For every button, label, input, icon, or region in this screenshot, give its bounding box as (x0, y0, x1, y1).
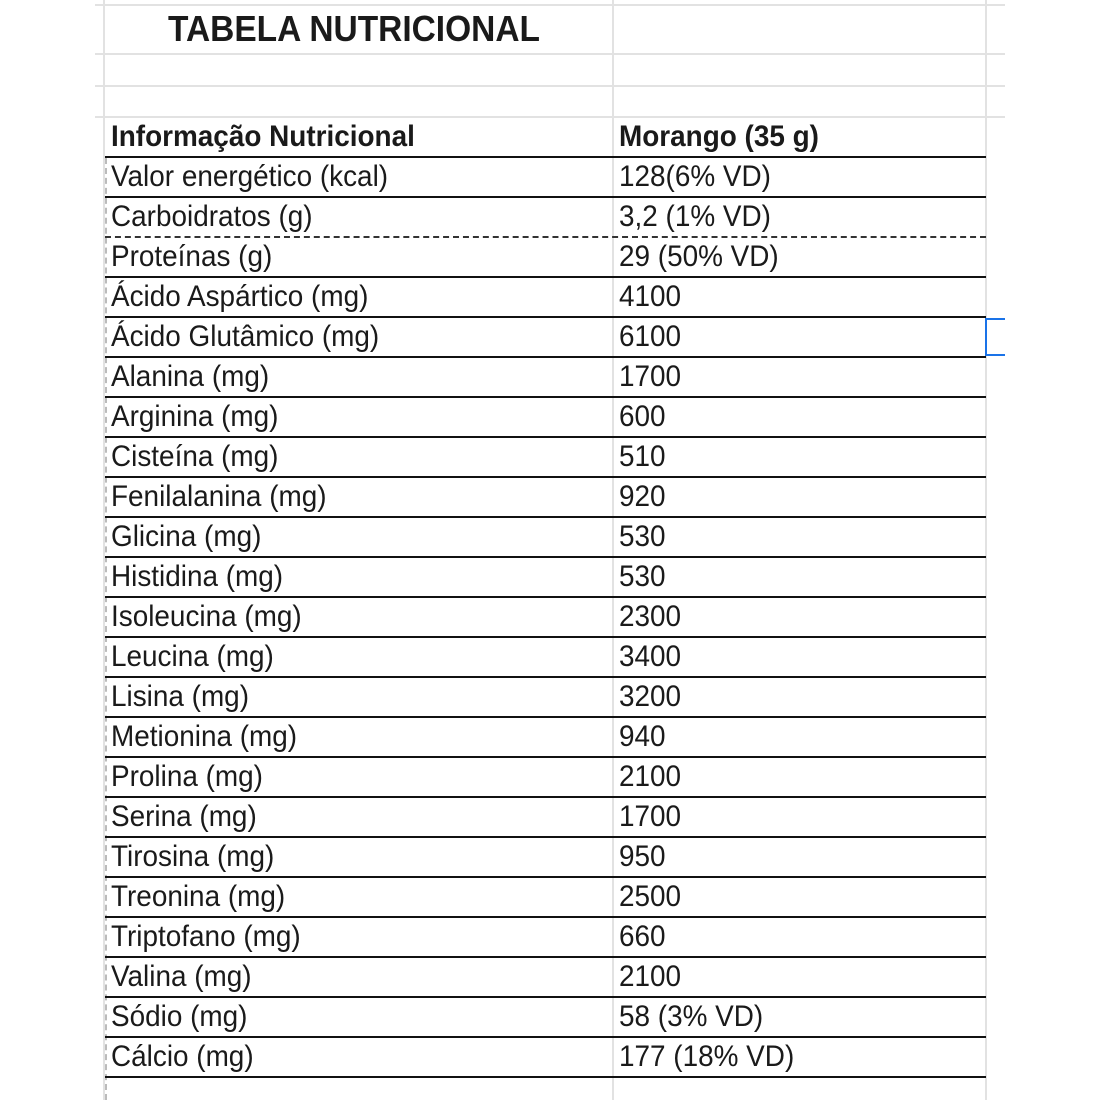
table-row (105, 198, 986, 238)
selected-cell-outline[interactable] (985, 318, 1005, 356)
table-row (105, 998, 986, 1038)
row-value-cell[interactable]: 58 (3% VD) (619, 1000, 764, 1033)
row-label-cell[interactable]: Metionina (mg) (111, 720, 298, 753)
table-row (105, 318, 986, 358)
table-row (105, 798, 986, 838)
table-row (105, 838, 986, 878)
row-label-cell[interactable]: Valor energético (kcal) (111, 160, 389, 193)
table-row (105, 918, 986, 958)
sheet-title[interactable]: TABELA NUTRICIONAL (168, 8, 540, 49)
row-value-cell[interactable]: 920 (619, 480, 666, 513)
row-value-cell[interactable]: 530 (619, 520, 666, 553)
row-label-cell[interactable]: Cisteína (mg) (111, 440, 279, 473)
table-row (105, 878, 986, 918)
table-row (105, 358, 986, 398)
table-row (105, 598, 986, 638)
header-cell-morango[interactable]: Morango (35 g) (619, 120, 819, 153)
table-row (105, 558, 986, 598)
table-row (105, 958, 986, 998)
table-row (105, 238, 986, 278)
gridline-row (95, 53, 1005, 55)
row-value-cell[interactable]: 3400 (619, 640, 682, 673)
row-label-cell[interactable]: Fenilalanina (mg) (111, 480, 327, 513)
row-label-cell[interactable]: Glicina (mg) (111, 520, 262, 553)
gridline-row (95, 4, 1005, 6)
row-value-cell[interactable]: 2100 (619, 960, 682, 993)
row-label-cell[interactable]: Alanina (mg) (111, 360, 270, 393)
table-row (105, 438, 986, 478)
row-value-cell[interactable]: 940 (619, 720, 666, 753)
row-value-cell[interactable]: 4100 (619, 280, 682, 313)
table-row (105, 718, 986, 758)
row-label-cell[interactable]: Tirosina (mg) (111, 840, 275, 873)
row-label-cell[interactable]: Histidina (mg) (111, 560, 284, 593)
table-row (105, 158, 986, 198)
row-label-cell[interactable]: Proteínas (g) (111, 240, 273, 273)
row-value-cell[interactable]: 1700 (619, 800, 682, 833)
row-label-cell[interactable]: Serina (mg) (111, 800, 257, 833)
row-label-cell[interactable]: Prolina (mg) (111, 760, 263, 793)
nutrition-table (105, 118, 986, 1078)
table-row (105, 638, 986, 678)
table-row (105, 398, 986, 438)
row-label-cell[interactable]: Arginina (mg) (111, 400, 279, 433)
row-value-cell[interactable]: 3,2 (1% VD) (619, 200, 771, 233)
table-row (105, 478, 986, 518)
row-label-cell[interactable]: Lisina (mg) (111, 680, 249, 713)
row-value-cell[interactable]: 530 (619, 560, 666, 593)
row-value-cell[interactable]: 600 (619, 400, 666, 433)
row-value-cell[interactable]: 2100 (619, 760, 682, 793)
gridline-row (95, 85, 1005, 87)
row-label-cell[interactable]: Isoleucina (mg) (111, 600, 302, 633)
row-label-cell[interactable]: Carboidratos (g) (111, 200, 313, 233)
row-label-cell[interactable]: Cálcio (mg) (111, 1040, 254, 1073)
row-label-cell[interactable]: Sódio (mg) (111, 1000, 248, 1033)
header-cell-info[interactable]: Informação Nutricional (111, 120, 415, 153)
table-header-row (105, 118, 986, 158)
row-value-cell[interactable]: 29 (50% VD) (619, 240, 779, 273)
row-label-cell[interactable]: Ácido Aspártico (mg) (111, 280, 369, 313)
row-label-cell[interactable]: Valina (mg) (111, 960, 252, 993)
table-row (105, 278, 986, 318)
row-value-cell[interactable]: 1700 (619, 360, 682, 393)
row-value-cell[interactable]: 2500 (619, 880, 682, 913)
row-label-cell[interactable]: Ácido Glutâmico (mg) (111, 320, 380, 353)
row-label-cell[interactable]: Leucina (mg) (111, 640, 274, 673)
row-value-cell[interactable]: 177 (18% VD) (619, 1040, 795, 1073)
row-label-cell[interactable]: Triptofano (mg) (111, 920, 301, 953)
row-label-cell[interactable]: Treonina (mg) (111, 880, 286, 913)
row-value-cell[interactable]: 3200 (619, 680, 682, 713)
table-row (105, 678, 986, 718)
row-value-cell[interactable]: 128(6% VD) (619, 160, 771, 193)
row-value-cell[interactable]: 6100 (619, 320, 682, 353)
table-row (105, 758, 986, 798)
row-value-cell[interactable]: 2300 (619, 600, 682, 633)
table-row (105, 518, 986, 558)
row-value-cell[interactable]: 510 (619, 440, 666, 473)
table-row (105, 1038, 986, 1078)
row-value-cell[interactable]: 950 (619, 840, 666, 873)
row-value-cell[interactable]: 660 (619, 920, 666, 953)
